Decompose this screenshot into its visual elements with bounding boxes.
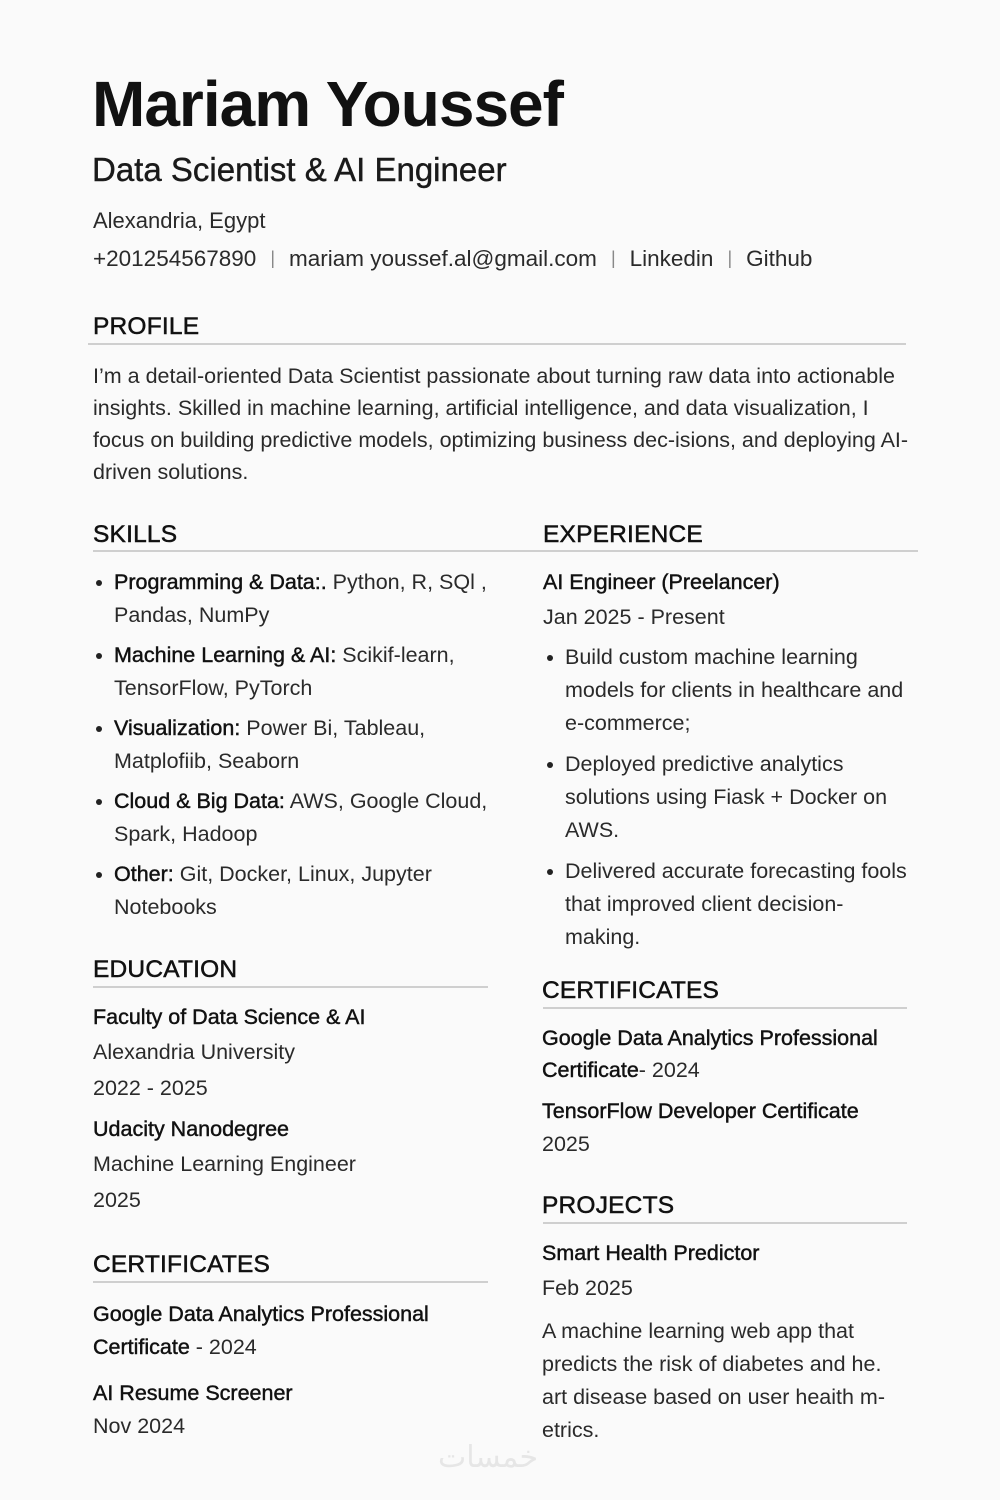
- education-subtitle: Alexandria University: [93, 1040, 295, 1064]
- certificate-title-line2: [93, 1333, 257, 1361]
- certificates-heading-right: CERTIFICATES: [542, 977, 720, 1004]
- profile-text: I’m a detail-oriented Data Scientist passionate about turning raw data into actionable insights. Skilled in machine learning, artificial intelligence, and data visualization, I focus on building predictive models, optimizing business dec-isions, and deploying AI-driven solutions.: [93, 364, 909, 484]
- certificates-heading-left: CERTIFICATES: [93, 1251, 271, 1278]
- profile-divider: [88, 343, 906, 345]
- skills-list: [93, 566, 493, 931]
- projects-heading: PROJECTS: [542, 1192, 675, 1219]
- phone-number: +201254567890: [93, 246, 257, 271]
- watermark: خمسات: [438, 1440, 539, 1475]
- experience-heading: EXPERIENCE: [543, 521, 703, 548]
- skill-label: Visualization:: [114, 716, 241, 740]
- skill-item: [93, 639, 493, 705]
- skill-value: Git, Docker, Linux, Jupyter Notebooks: [114, 862, 432, 919]
- skill-label: Programming & Data:.: [114, 570, 327, 594]
- skill-item: [93, 566, 493, 632]
- skills-experience-divider: [93, 550, 918, 552]
- project-dates: Feb 2025: [542, 1276, 633, 1300]
- skill-item: [93, 858, 493, 924]
- job-bullet: Deployed predictive analytics solutions using Fiask + Docker on AWS.: [544, 748, 914, 847]
- education-title: Udacity Nanodegree: [93, 1117, 290, 1141]
- job-dates: Jan 2025 - Present: [543, 605, 725, 629]
- skill-label: Machine Learning & AI:: [114, 643, 337, 667]
- job-title: Data Scientist & AI Engineer: [92, 151, 507, 188]
- skill-item: [93, 785, 493, 851]
- certificate-title-text: Certificate: [93, 1335, 190, 1359]
- job-bullet: Delivered accurate forecasting fools that improved client decision-making.: [544, 855, 914, 954]
- certificate-title-text: Certificate: [542, 1058, 639, 1082]
- skill-value: Python, R, SQl , Pandas, NumPy: [114, 570, 487, 627]
- certificate-title-line2: [542, 1056, 700, 1084]
- project-title: Smart Health Predictor: [542, 1241, 760, 1265]
- skill-value: Power Bi, Tableau, Matplofiib, Seaborn: [114, 716, 426, 773]
- certificate-dates: 2025: [542, 1132, 590, 1156]
- certificate-title: AI Resume Screener: [93, 1381, 293, 1405]
- job-title-entry: AI Engineer (Preelancer): [543, 570, 780, 594]
- skills-heading: SKILLS: [93, 521, 178, 548]
- separator: |: [727, 248, 733, 268]
- education-heading: EDUCATION: [93, 956, 238, 983]
- email-link[interactable]: mariam youssef.al@gmail.com: [289, 246, 597, 271]
- certificate-title: Google Data Analytics Professional: [93, 1302, 429, 1326]
- skill-label: Cloud & Big Data:: [114, 789, 285, 813]
- certificates-divider-right: [543, 1007, 907, 1009]
- certificate-title: TensorFlow Developer Certificate: [542, 1099, 859, 1123]
- certificates-divider-left: [93, 1281, 488, 1283]
- education-title: Faculty of Data Science & AI: [93, 1005, 366, 1029]
- location: Alexandria, Egypt: [93, 208, 266, 233]
- education-dates: 2022 - 2025: [93, 1076, 208, 1100]
- project-description: A machine learning web app that predicts the risk of diabetes and he. art disease based on user heaith m-etrics.: [542, 1319, 886, 1442]
- certificate-year: - 2024: [189, 1335, 257, 1359]
- skill-label: Other:: [114, 862, 174, 886]
- certificate-year: - 2024: [638, 1058, 700, 1082]
- candidate-name: Mariam Youssef: [92, 68, 563, 140]
- profile-heading: PROFILE: [93, 313, 200, 340]
- certificate-title: Google Data Analytics Professional: [542, 1026, 878, 1050]
- certificate-dates: Nov 2024: [93, 1414, 186, 1438]
- separator: |: [610, 248, 616, 268]
- education-subtitle: Machine Learning Engineer: [93, 1152, 356, 1176]
- education-divider: [93, 986, 488, 988]
- linkedin-link[interactable]: Linkedin: [629, 246, 714, 271]
- skill-value: AWS, Google Cloud, Spark, Hadoop: [114, 789, 488, 846]
- job-bullets: [544, 641, 914, 962]
- skill-item: [93, 712, 493, 778]
- projects-divider: [543, 1222, 907, 1224]
- separator: |: [270, 248, 275, 268]
- github-link[interactable]: Github: [746, 246, 813, 271]
- skill-value: Scikif-learn, TensorFlow, PyTorch: [114, 643, 455, 700]
- job-bullet: Build custom machine learning models for clients in healthcare and e-commerce;: [544, 641, 914, 740]
- contact-line: [93, 244, 812, 275]
- education-dates: 2025: [93, 1188, 141, 1212]
